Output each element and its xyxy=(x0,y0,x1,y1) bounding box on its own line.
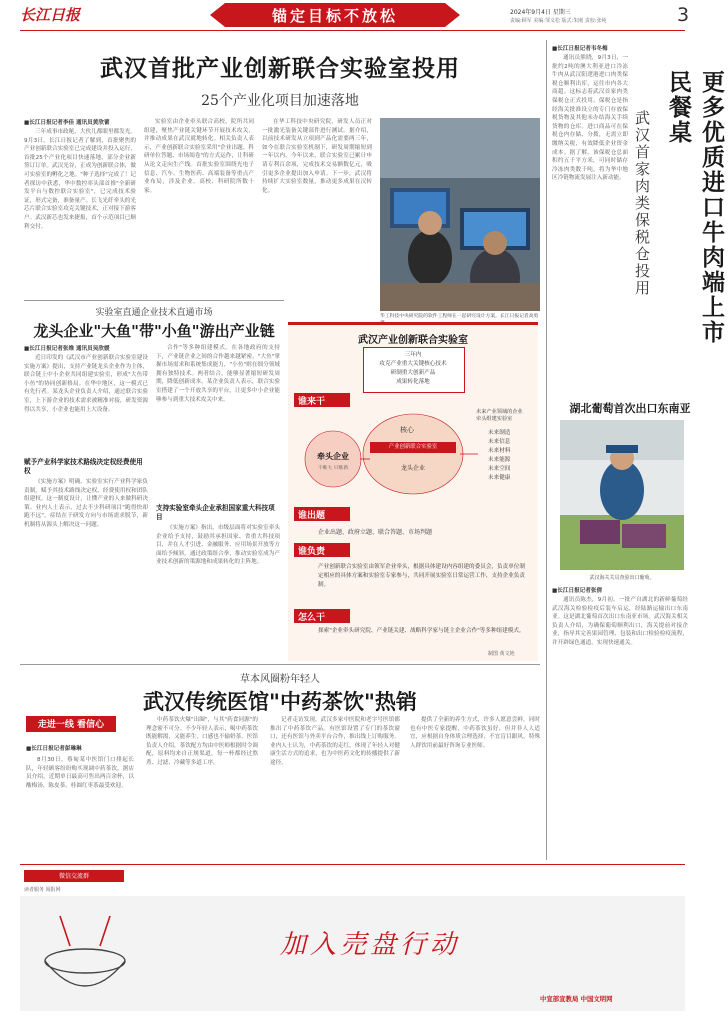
public-service-ad xyxy=(20,896,685,1011)
right-photo-title: 湖北葡萄首次出口东南亚 xyxy=(569,402,691,415)
section-responsible-text: 产业创新联合实验室由领军企业牵头，根据具体建设内容组建的委员会，负责单位制定相应的具体方案和实验室专家参与，共同开展实验室日常运营工作，支持企业负责制。 xyxy=(318,564,525,588)
feature-kicker: 草本风圈粉年轻人 xyxy=(240,674,320,685)
lead-col-3: 在华工科技中央研究院，研发人员正对一批激光装备关键部件进行测试。据介绍，以前技术研发从立项到产品化需要两三年，如今在联合实验室机制下，研发周期缩短到一年以内。今年以来，联合实验室已累计申请专利百余项，完成技术交易额数亿元，吸引更多企业提出加入申请。下一步，武汉将持续扩大实验室数量，推动更多成果在汉转化。 xyxy=(262,119,372,194)
section-who-label: 谁来干 xyxy=(298,397,326,407)
dragon-label: 龙头企业 xyxy=(400,465,425,472)
feature-col-4: 提供了全新的养生方式，许多人愿意尝鲜。同时也有中医专家提醒，中药茶饮虽好，但并非人人适宜，应根据自身体质合理选择，不宜盲目跟风，特殊人群饮用前最好咨询专业医师。 xyxy=(410,717,540,749)
future-industry-title: 未来产业领域的企业 xyxy=(476,409,523,415)
lead-subheadline: 25个产业化项目加速落地 xyxy=(201,93,359,109)
right-subheadline: 武汉首家肉类保税仓投用 xyxy=(633,110,651,297)
future-item: 未来健康 xyxy=(488,475,511,481)
bowl-icon xyxy=(30,906,140,1001)
infographic xyxy=(288,322,538,661)
future-item: 未来能源 xyxy=(488,457,511,463)
lead-enterprise-sub: 不唯大 只唯新 xyxy=(317,466,349,471)
feature-tag: 走进一线 看信心 xyxy=(37,720,105,730)
second-byline: ■长江日报记者张维 通讯员吴欣媛 xyxy=(24,346,110,352)
ad-brand: 中宣部宣教局 中国文明网 xyxy=(540,995,613,1003)
right-col: 通讯员熊晓，9月3日，一批约2吨的澳大利亚进口冷冻牛肉从武汉阳逻港进口肉类保税仓顺利出库，运往市内各大商超。这标志着武汉首家肉类保税仓正式投用。保税仓是指经海关批准设立的专门存放保税货物及其他未办结海关手续货物的仓库。进口商品可在保税仓内存储、分拨，无需立即缴纳关税，有效降低企业资金成本。据了解，该保税仓总面积约五千平方米，可同时储存冷冻肉类数千吨，将为华中地区冷链物流发展注入新动能。 xyxy=(552,55,628,182)
right-col-2: 通讯员陈杰，9月初，一批产自湖北的新鲜葡萄经武汉海关检验检疫后装车启运，经陆路运输出口东南亚。这是湖北葡萄首次出口东南亚市场。武汉海关相关负责人介绍，为确保葡萄顺利出口，海关提前对接企业，指导其完善果园管理、包装和出口检验检疫流程，并开辟绿色通道，实现快速通关。 xyxy=(552,597,688,646)
right-photo xyxy=(560,420,684,570)
feature-headline: 武汉传统医馆"中药茶饮"热销 xyxy=(143,689,417,714)
lead-col-1: 三年成事市政秘，大伙儿都眼里都发光。9月3日，长江日报记者了解到，首批聚焦的产业创新联合实验室已完成建设并投入运行，首批25个产业化项目快速落地，部分企业新签订订单。武汉光谷，正成为创新联合体，做可实验室的孵化之地。"种子选择"完成了！记者探访中获悉，华中数控率头部首推"全新研发平台与数控联合实验室"，已完成技术验证，形式完备，准备量产。长飞光纤牵头的光芯片联合实验室攻克关键技术，正对接下游客户。武汉新芯也发来捷报，首个示范项目已顺利交付。 xyxy=(24,129,136,230)
footer-small: 读者服务 阅报网 xyxy=(24,887,61,893)
feature-divider xyxy=(20,664,540,665)
right-column-divider xyxy=(546,40,547,860)
right-byline: ■长江日报记者韦冬梅 xyxy=(552,46,608,52)
second-kicker: 实验室直通企业技术直通市场 xyxy=(95,308,213,318)
masthead-rule xyxy=(20,30,685,31)
goal-line-1: 三年内 xyxy=(404,352,422,358)
future-item: 未来材料 xyxy=(488,448,511,454)
masthead xyxy=(0,0,702,32)
section-responsible-label: 谁负责 xyxy=(298,547,326,557)
second-col-2b: 《实施方案》指出，市级层面将对实验室牵头企业给予支持，鼓励其承担国家、省重大科技项目，并在人才引进、金融服务、应用场景开放等方面给予倾斜。通过政策组合拳，推动实验室成为产业技术创新的策源地和成果转化的主阵地。 xyxy=(156,525,280,566)
editors-line: 责编:顾军 美编:邹义松 版式:朱刚 责校:张纯 xyxy=(510,18,607,24)
core-badge: 产业创新联合实验室 xyxy=(370,442,456,453)
infographic-title: 武汉产业创新联合实验室 xyxy=(358,335,468,346)
future-industry-list xyxy=(488,429,528,483)
lead-enterprise-label: 牵头企业 xyxy=(317,451,349,461)
ad-slogan: 加入売盘行动 xyxy=(280,930,461,960)
newspaper-logo: 长江日报 xyxy=(20,6,81,24)
second-col-1b: 《实施方案》明确，实验室实行产业科学家负责制，赋予其技术路线决定权、经费使用权和团队组建权。这一制度设计，让懂产业的人来做科研决策。业内人士表示，过去不少科研项目"跑得快却跑不远"，症结在于研发方向与市场需求脱节，新机制将从源头上解决这一问题。 xyxy=(24,479,148,528)
right-byline-2: ■长江日报记者张倩 xyxy=(552,588,603,594)
banner-title: 锚定目标不放松 xyxy=(271,7,398,25)
issue-date: 2024年9月4日 星期三 xyxy=(510,9,571,16)
future-item: 未来信息 xyxy=(488,439,511,445)
feature-col-3: 记者走访发现，武汉多家中医院和老字号医馆都推出了中药茶饮产品。有医馆设置了专门的茶饮窗口，还有医馆与外卖平台合作，推出线上订购服务。业内人士认为，中药茶饮的走红，体现了年轻人对健康生活方式的追求，也为中医药文化的传播提供了新途径。 xyxy=(270,717,400,766)
section-how-label: 怎么干 xyxy=(298,613,326,623)
lead-photo xyxy=(380,118,540,311)
footer-rule xyxy=(20,864,685,865)
core-label: 核心 xyxy=(400,426,414,434)
future-item: 未来空间 xyxy=(488,466,511,472)
goal-line-4: 成果转化落地 xyxy=(396,379,430,385)
feature-col-2: 中药茶饮火爆"出圈"，与其"药食同源"的理念密不可分。不少年轻人表示，喝中药茶饮既能解渴，又能养生，口感也不输奶茶。医馆负责人介绍，茶饮配方均由中医师根据时令调配，原料均来自正规渠道，每一杯都经过熬煮、过滤、冷藏等多道工序。 xyxy=(146,717,258,766)
footer-qr-label: 微信交流群 xyxy=(58,873,89,880)
second-headline: 龙头企业"大鱼"带"小鱼"游出产业链 xyxy=(33,322,275,340)
section-how-text: 探索"企业牵头研究院、产业链关建、战略科学家与链主企业合作"等多种组建模式。 xyxy=(318,628,525,634)
feature-col-1: 8月30日，蔡甸某中医馆门口排起长队，年轻顾客纷纷购买现调中药茶饮。据店员介绍，近期单日最高可售出两百余杯，以酸梅汤、陈皮茶、桂圆红枣茶最受欢迎。 xyxy=(26,757,134,789)
lead-headline: 武汉首批产业创新联合实验室投用 xyxy=(100,55,460,82)
lead-byline: ■长江日报记者李佳 通讯员黄欣蕾 xyxy=(24,120,110,126)
second-col-2: 合作"等多种组建模式。在各地政府的支持下，产业链企业之间的合作越来越紧密。"大鱼"掌握市场需求和系统集成能力，"小鱼"则在细分领域拥有独特技术。两者结合，能够显著缩短研发周期，降低创新成本。某企业负责人表示，联合实验室搭建了一个开放共享的平台，让更多中小企业能够参与到重大技术攻关中来。 xyxy=(156,345,280,403)
second-subhead-2: 支持实验室牵头企业承担国家重大科技项目 xyxy=(156,504,275,521)
lead-col-2: 实验室由企业牵头联合高校、院所共同组建，聚焦产业链关键环节开展技术攻关，并推动成果在武汉就地转化。相关负责人表示，产业创新联合实验室采用"企业出题、科研单位答题、市场阅卷"的方式运作，让科研从论文走向生产线。首批实验室围绕光电子信息、汽车、生物医药、高端装备等重点产业布局，涉及企业、高校、科研院所数十家。 xyxy=(144,119,254,194)
future-industry-title-2: 牵头组建实验室 xyxy=(476,416,513,422)
second-col-1: 近日印发的《武汉市产业创新联合实验室建设实施方案》提出，支持产业链龙头企业作为主体，联合链上中小企业共同组建实验室，形成"大鱼带小鱼"的协同创新格局。在华中地区，这一模式已有先行者。某龙头企业负责人介绍，通过联合实验室，上下游企业的技术需求被精准对接，研发资源得以共享，小企业也能用上大设备。 xyxy=(24,355,148,413)
feature-byline: ■长江日报记者彭琳琳 xyxy=(26,746,82,752)
page-number: 3 xyxy=(677,4,690,26)
lead-photo-caption: 华工科技中央研究院的软件工程师在一起研究设计方案。长江日报记者高勇 xyxy=(380,314,539,319)
infographic-credit: 制图 黄文艳 xyxy=(488,651,515,657)
second-subhead-1: 赋予产业科学家技术路线决定权经费使用权 xyxy=(24,458,143,475)
section-question-label: 谁出题 xyxy=(298,511,326,521)
goal-line-2: 攻克产业重大关键核心技术 xyxy=(379,361,447,367)
future-item: 未来制造 xyxy=(488,430,511,436)
section-question-text: 企业出题、政府立题、联合答题、市场判题 xyxy=(318,529,433,536)
goal-line-3: 研制重大创新产品 xyxy=(390,370,436,376)
section-divider xyxy=(24,300,284,301)
right-photo-caption: 武汉海关关员查验出口葡萄。 xyxy=(589,575,655,581)
right-headline: 更多优质进口牛肉端上市民餐桌 xyxy=(665,70,725,345)
